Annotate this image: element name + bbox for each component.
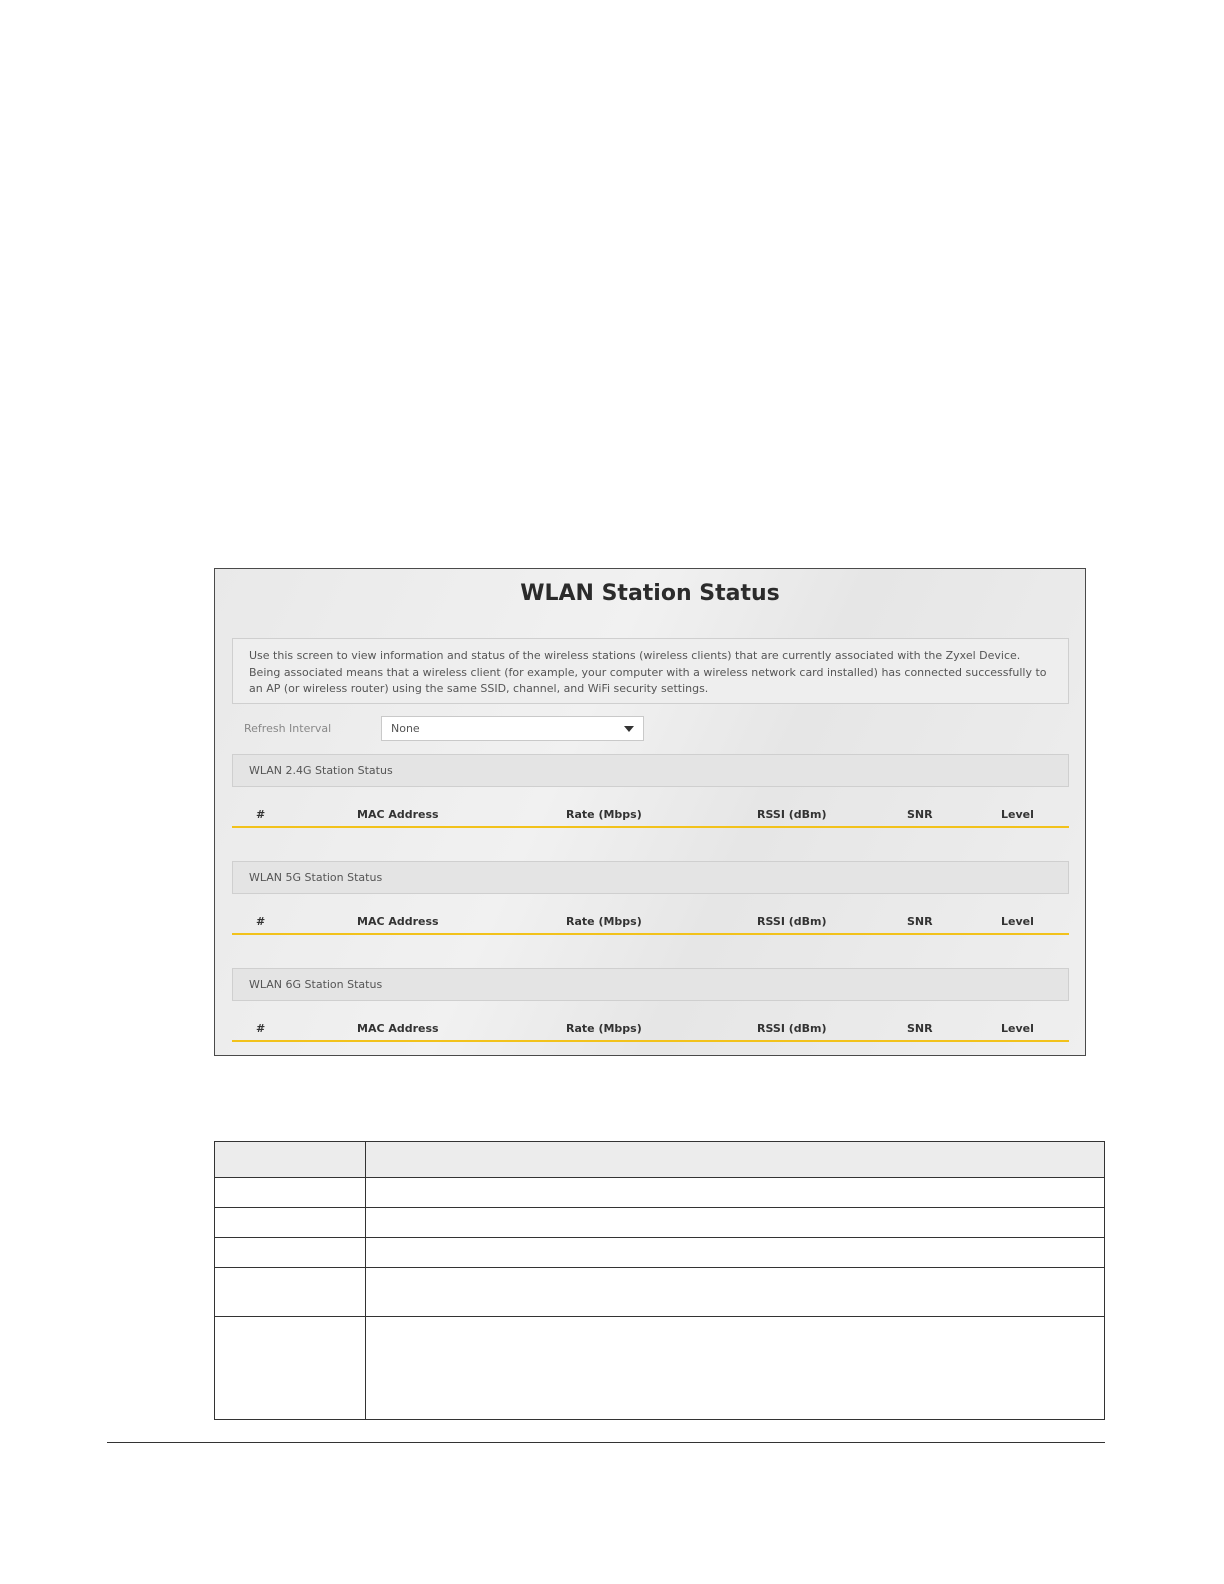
caret-down-icon [624,726,634,732]
col-index: # [256,915,266,928]
page-title: WLAN Station Status [520,581,780,606]
refresh-interval-label: Refresh Interval [244,722,332,735]
col-level: Level [1001,808,1034,821]
table-header-2-4g [232,802,1069,828]
col-rssi: RSSI (dBm) [757,808,827,821]
col-level: Level [1001,915,1034,928]
refresh-interval-select[interactable] [381,716,644,741]
section-header-6g: WLAN 6G Station Status [232,968,1069,1001]
table-row [215,1208,1105,1238]
col-rssi: RSSI (dBm) [757,1022,827,1035]
col-snr: SNR [907,808,933,821]
table-row [215,1238,1105,1268]
refresh-interval-value: None [391,722,420,735]
section-header-2-4g: WLAN 2.4G Station Status [232,754,1069,787]
table-header-row [215,1142,1105,1178]
col-rate: Rate (Mbps) [566,808,642,821]
col-index: # [256,1022,266,1035]
col-rate: Rate (Mbps) [566,1022,642,1035]
col-level: Level [1001,1022,1034,1035]
table-row [215,1317,1105,1420]
table-row [215,1268,1105,1317]
col-snr: SNR [907,1022,933,1035]
table-header-6g [232,1016,1069,1042]
col-rssi: RSSI (dBm) [757,915,827,928]
col-mac-address: MAC Address [357,808,439,821]
col-snr: SNR [907,915,933,928]
wlan-station-status-screen [214,568,1086,1056]
col-rate: Rate (Mbps) [566,915,642,928]
description-box: Use this screen to view information and status of the wireless stations (wireless clients) that are currently associated with the Zyxel Device. Being associated means that a wireless client (for example, your computer with a wireless network card installed) has connected successfully to an AP (or wireless router) using the same SSID, channel, and WiFi security settings. [232,638,1069,704]
field-description-table [214,1141,1105,1420]
col-mac-address: MAC Address [357,915,439,928]
table-row [215,1178,1105,1208]
section-header-5g: WLAN 5G Station Status [232,861,1069,894]
col-index: # [256,808,266,821]
col-mac-address: MAC Address [357,1022,439,1035]
table-header-5g [232,909,1069,935]
footer-divider [107,1442,1105,1443]
